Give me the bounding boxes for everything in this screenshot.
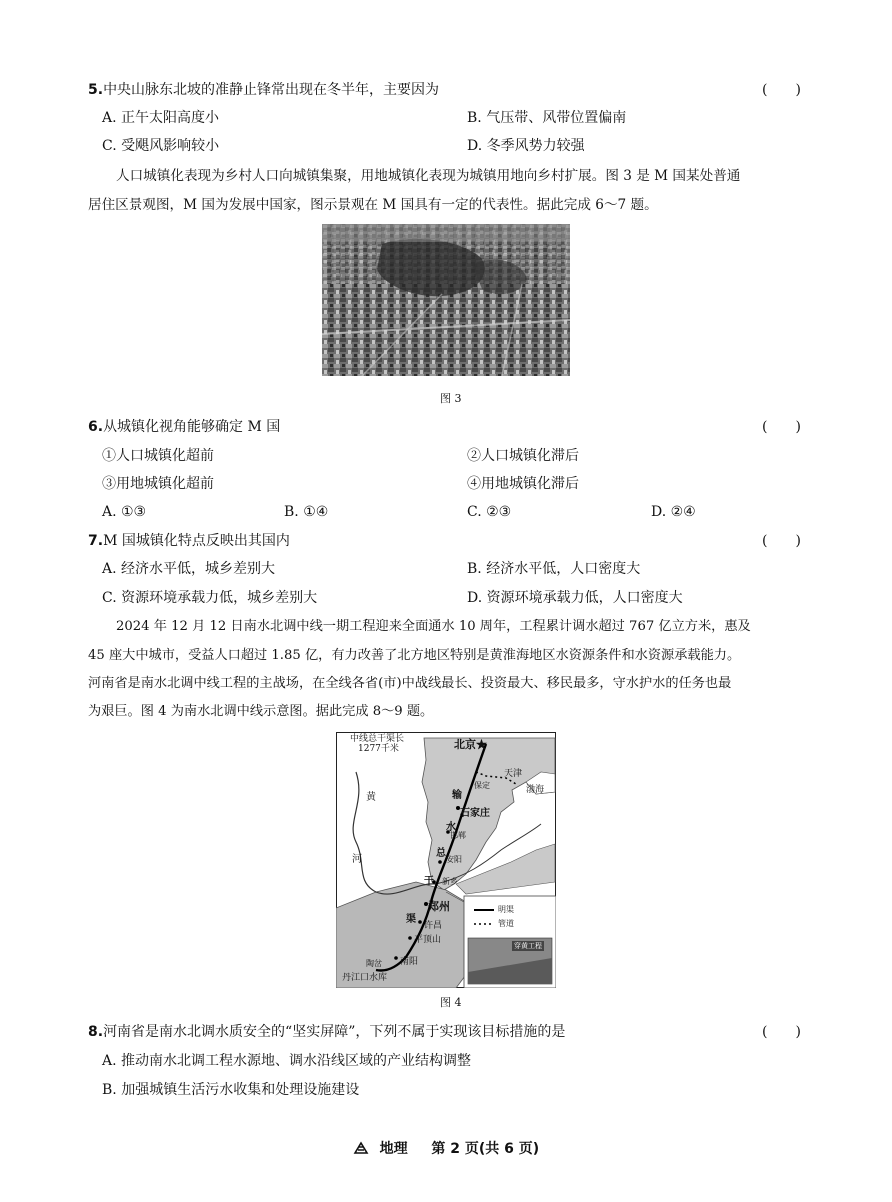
map-label-canal-3: 总	[436, 848, 446, 859]
map-label-nanyang: 南阳	[400, 957, 419, 967]
map-label-zhengzhou: 郑州	[428, 900, 450, 913]
q8-number: 8.	[88, 1024, 104, 1040]
q8-option-a: A. 推动南水北调工程水源地、调水沿线区域的产业结构调整	[102, 1053, 472, 1069]
inset-label-crossing: 穿黄工程	[514, 942, 542, 950]
map-label-canal-4: 干	[424, 876, 434, 887]
q7-stem-line	[88, 531, 290, 551]
q6-answer-blank: ( )	[762, 419, 801, 435]
passage2-line3: 河南省是南水北调中线工程的主战场，在全线各省(市)中战线最长、投资最大、移民最多，守水护水的任务也最	[88, 676, 732, 691]
q6-stem: 从城镇化视角能够确定 M 国	[103, 419, 281, 435]
map-label-baoding: 保定	[474, 781, 490, 790]
q7-number: 7.	[88, 533, 104, 549]
map-label-yellow-river: 黄	[366, 792, 376, 803]
passage1-line1: 人口城镇化表现为乡村人口向城镇集聚，用地城镇化表现为城镇用地向乡村扩展。图 3 是 M 国某处普通	[116, 168, 741, 184]
q6-item-4: ④用地城镇化滞后	[467, 476, 579, 492]
map-label-shijiazhuang: 石家庄	[460, 808, 490, 819]
q6-item-2: ②人口城镇化滞后	[467, 448, 579, 464]
map-label-canal-2: 水	[446, 822, 456, 833]
map-label-canal-1: 输	[452, 790, 462, 801]
q8-answer-blank: ( )	[762, 1024, 801, 1040]
figure4-caption: 图 4	[440, 996, 462, 1009]
map-label-pingdingshan: 平顶山	[414, 935, 442, 945]
footer-subject: 地理	[379, 1141, 408, 1157]
figure4-note-length: 1277千米	[358, 744, 399, 754]
q7-option-b: B. 经济水平低，人口密度大	[467, 561, 641, 577]
q6-item-1: ①人口城镇化超前	[102, 448, 214, 464]
q5-option-c: C. 受飓风影响较小	[102, 138, 220, 154]
passage1-line2: 居住区景观图，M 国为发展中国家，图示景观在 M 国具有一定的代表性。据此完成 6～7 题。	[88, 197, 658, 213]
map-label-xuchang: 许昌	[424, 921, 443, 931]
map-label-anyang: 安阳	[446, 855, 462, 864]
q6-item-3: ③用地城镇化超前	[102, 476, 214, 492]
map-label-xinxiang: 新乡	[442, 877, 458, 886]
figure4-map	[336, 732, 556, 988]
q8-stem-line	[88, 1022, 565, 1042]
q6-option-d: D. ②④	[651, 504, 696, 520]
map-label-taocha: 陶岔	[366, 959, 382, 968]
q6-option-a: A. ①③	[102, 504, 147, 520]
q5-stem: 中央山脉东北坡的准静止锋常出现在冬半年，主要因为	[103, 82, 440, 98]
q7-option-c: C. 资源环境承载力低，城乡差别大	[102, 590, 318, 606]
map-label-canal-5: 渠	[406, 914, 416, 925]
subject-logo-icon	[353, 1141, 369, 1155]
q5-option-b: B. 气压带、风带位置偏南	[467, 110, 627, 126]
q7-option-a: A. 经济水平低，城乡差别大	[102, 561, 276, 577]
q5-answer-blank: ( )	[762, 82, 801, 98]
page-footer	[0, 1138, 892, 1158]
q5-option-d: D. 冬季风势力较强	[467, 138, 585, 154]
q7-stem: M 国城镇化特点反映出其国内	[103, 533, 290, 549]
footer-page-number: 第 2 页(共 6 页)	[431, 1141, 540, 1157]
map-label-tianjin: 天津	[504, 769, 523, 779]
passage2-line1: 2024 年 12 月 12 日南水北调中线一期工程迎来全面通水 10 周年，工程累计调水超过 767 亿立方米，惠及	[116, 619, 751, 634]
legend-pipeline: 管道	[498, 919, 514, 928]
q5-number: 5.	[88, 82, 104, 98]
figure3-photo	[322, 224, 570, 376]
q6-number: 6.	[88, 419, 104, 435]
q5-option-a: A. 正午太阳高度小	[102, 110, 220, 126]
q7-option-d: D. 资源环境承载力低，人口密度大	[467, 590, 683, 606]
q8-stem: 河南省是南水北调水质安全的“坚实屏障”，下列不属于实现该目标措施的是	[103, 1024, 566, 1040]
passage2-line4: 为艰巨。图 4 为南水北调中线示意图。据此完成 8～9 题。	[88, 704, 434, 719]
map-label-beijing: 北京★	[454, 738, 487, 751]
legend-open-channel: 明渠	[498, 905, 514, 914]
q6-option-b: B. ①④	[284, 504, 329, 520]
figure4-note: 中线总干渠长	[350, 734, 405, 744]
map-label-bohai: 渤海	[526, 785, 545, 795]
q8-option-b: B. 加强城镇生活污水收集和处理设施建设	[102, 1082, 360, 1098]
map-label-river-char: 河	[352, 854, 362, 865]
figure3-caption: 图 3	[440, 392, 462, 405]
q6-option-c: C. ②③	[467, 504, 512, 520]
map-label-handan: 邯郸	[450, 831, 466, 840]
map-label-danjiangkou: 丹江口水库	[342, 973, 388, 983]
capital-star-icon: ★	[476, 738, 487, 751]
q7-answer-blank: ( )	[762, 533, 801, 549]
passage2-line2: 45 座大中城市，受益人口超过 1.85 亿，有力改善了北方地区特别是黄淮海地区水资源条件和水资源承载能力。	[88, 648, 741, 663]
q5-stem-line	[88, 80, 439, 100]
q6-stem-line	[88, 417, 280, 437]
